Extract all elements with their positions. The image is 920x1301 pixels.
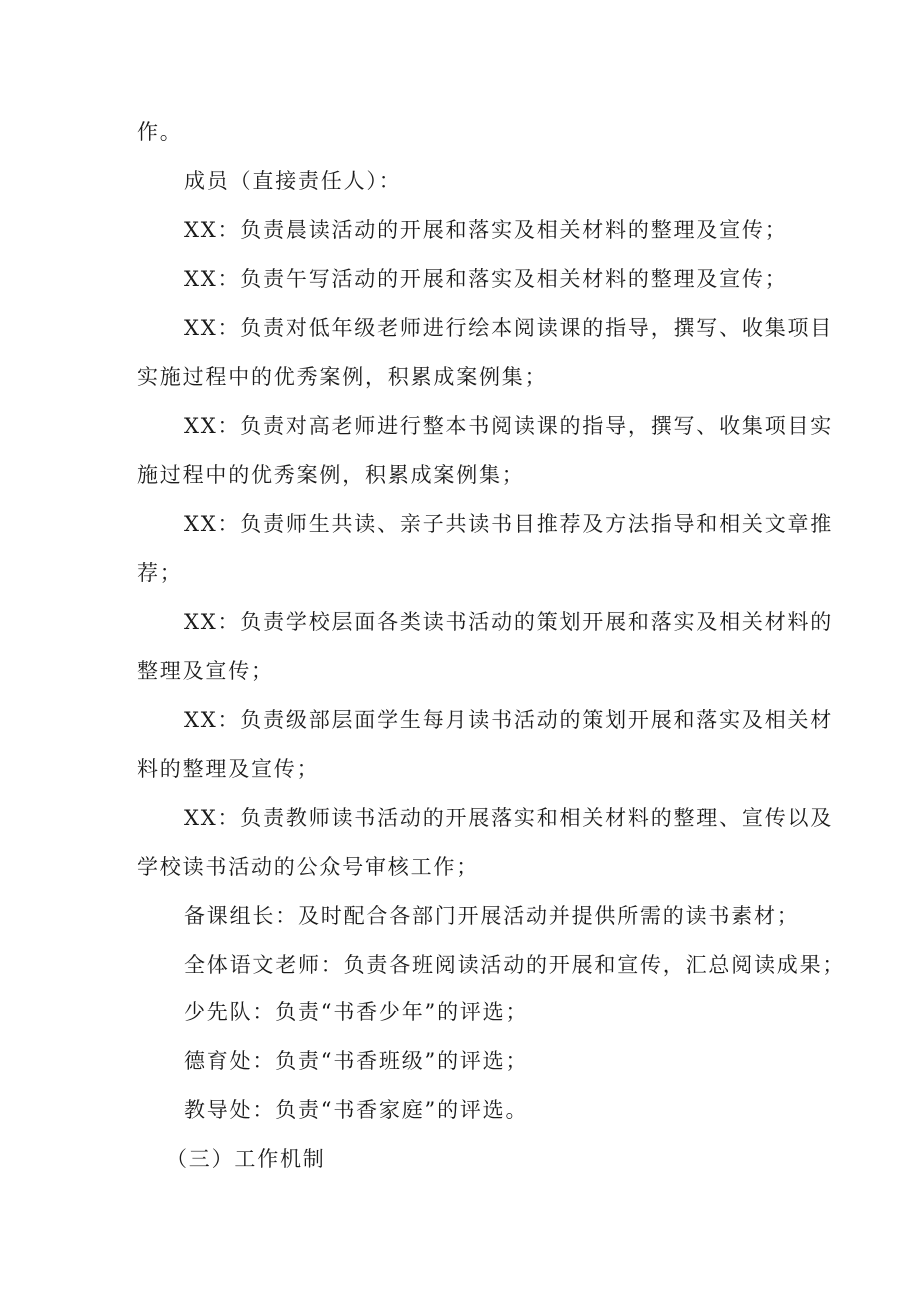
text-line: 料的整理及宣传； (137, 757, 320, 781)
text-line: 学校读书活动的公众号审核工作； (137, 855, 479, 879)
text-line: XX：负责对低年级老师进行绘本阅读课的指导，撰写、收集项目 (184, 316, 834, 340)
text-line: 德育处：负责“书香班级”的评选； (184, 1049, 529, 1073)
text-line: XX：负责级部层面学生每月读书活动的策划开展和落实及相关材 (184, 708, 834, 732)
text-line: 作。 (137, 120, 183, 144)
text-line: 备课组长：及时配合各部门开展活动并提供所需的读书素材； (184, 904, 800, 928)
section-heading: （三）工作机制 (166, 1147, 326, 1171)
text-line: 少先队：负责“书香少年”的评选； (184, 1000, 529, 1024)
text-line: XX：负责对高老师进行整本书阅读课的指导，撰写、收集项目实 (184, 414, 834, 438)
text-line: 教导处：负责“书香家庭”的评选。 (184, 1098, 529, 1122)
text-line: XX：负责晨读活动的开展和落实及相关材料的整理及宣传； (184, 218, 788, 242)
text-line: 荐； (137, 561, 183, 585)
text-line: XX：负责教师读书活动的开展落实和相关材料的整理、宣传以及 (184, 806, 834, 830)
text-line: 全体语文老师：负责各班阅读活动的开展和宣传，汇总阅读成果； (184, 953, 846, 977)
text-line: XX：负责学校层面各类读书活动的策划开展和落实及相关材料的 (184, 610, 834, 634)
members-heading: 成员（直接责任人）： (184, 169, 402, 193)
text-line: 整理及宣传； (137, 659, 274, 683)
text-line: XX：负责师生共读、亲子共读书目推荐及方法指导和相关文章推 (184, 512, 834, 536)
text-line: 施过程中的优秀案例，积累成案例集； (137, 463, 525, 487)
text-line: XX：负责午写活动的开展和落实及相关材料的整理及宣传； (184, 267, 788, 291)
text-line: 实施过程中的优秀案例，积累成案例集； (137, 365, 548, 389)
